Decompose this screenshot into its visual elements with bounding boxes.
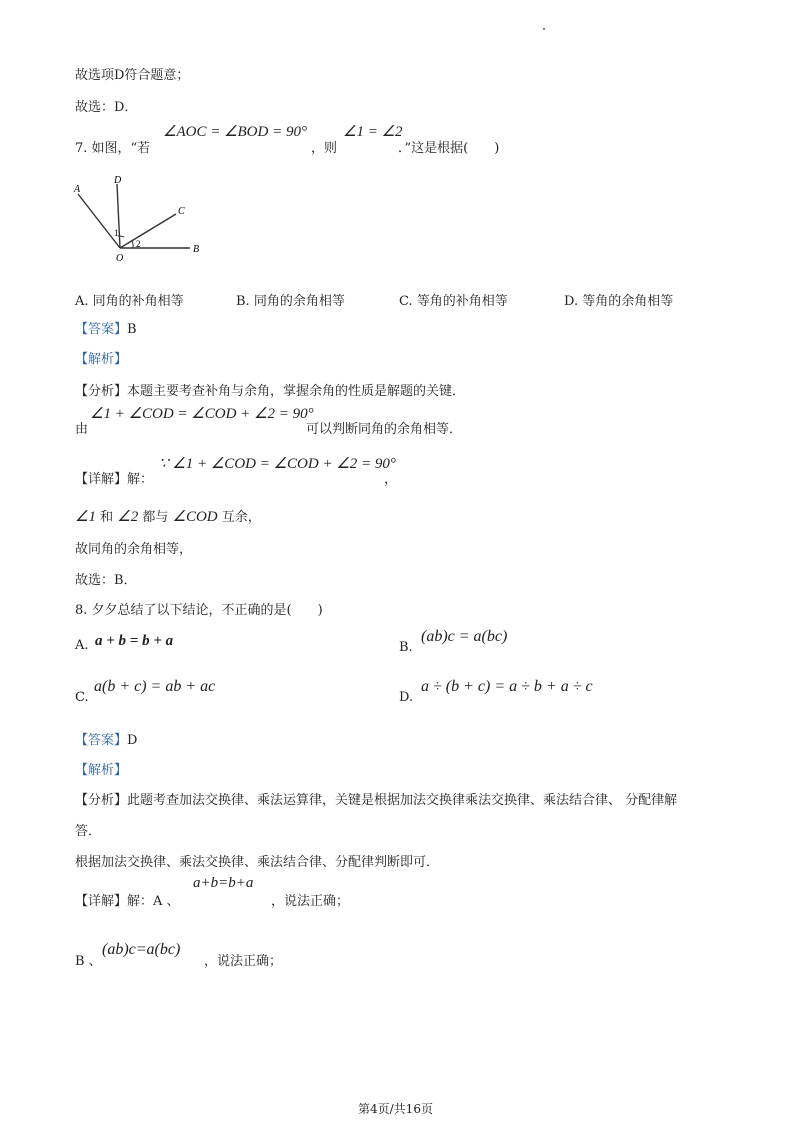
- line-conclusion: 故选项D符合题意；: [75, 68, 190, 83]
- q7-angle-1: ∠1: [75, 509, 96, 525]
- q8-fenxi-cont: 答．: [75, 824, 102, 839]
- q8-option-d-label: D.: [399, 690, 414, 705]
- stray-dot: [543, 28, 545, 30]
- q7-answer-value: B: [127, 322, 137, 337]
- q8-b-math: (ab)c=a(bc): [102, 941, 181, 958]
- q8-b-end: ，说法正确；: [204, 954, 283, 969]
- q8-fenxi-text: 此题考查加法交换律、乘法运算律，关键是根据加法交换律乘法交换律、乘法结合律、 分配律解: [127, 793, 678, 808]
- page-footer: 第4页/共16页: [358, 1102, 433, 1116]
- q7-and: 和: [100, 510, 114, 525]
- label-o: O: [116, 253, 124, 264]
- q7-detail: [75, 468, 153, 487]
- q7-answer-tag: 【答案】: [75, 322, 128, 337]
- q8-option-a: a + b = b + a: [95, 633, 174, 649]
- arc-2: [132, 241, 133, 248]
- q7-detail-tag: 【详解】: [75, 472, 128, 487]
- q7-fenxi-text: 本题主要考查补角与余角，掌握余角的性质是解题的关键．: [127, 384, 466, 399]
- q8-detail-math: a+b=b+a: [193, 875, 254, 891]
- q8-option-c: a(b + c) = ab + ac: [94, 678, 216, 695]
- q7-angle-cod: ∠COD: [172, 509, 218, 525]
- q8-basis: 根据加法交换律、乘法交换律、乘法结合律、分配律判断即可．: [75, 855, 440, 870]
- line-select-d: 故选：D．: [75, 100, 138, 115]
- q7-complement-line: [75, 506, 261, 526]
- q7-stem-start: 7. 如图，“若: [75, 141, 151, 156]
- q7-with: 都与: [142, 510, 169, 525]
- q7-fenxi: [75, 380, 465, 399]
- q8-option-d: a ÷ (b + c) = a ÷ b + a ÷ c: [421, 678, 593, 695]
- angle-figure: [72, 172, 212, 264]
- label-angle-1: 1: [114, 228, 119, 238]
- q8-answer: [75, 729, 137, 748]
- q7-complement: 互余，: [221, 510, 261, 525]
- q7-select: 故选：B．: [75, 573, 137, 588]
- q8-option-b-label: B.: [399, 640, 413, 655]
- q7-answer: [75, 318, 137, 337]
- q8-detail-end: ，说法正确；: [271, 894, 350, 909]
- q7-you-math: ∠1 + ∠COD = ∠COD + ∠2 = 90°: [90, 406, 314, 422]
- q7-stem-end: ．”这是根据( ): [398, 141, 500, 156]
- q7-detail-end: ，: [384, 472, 398, 487]
- q7-you-end: 可以判断同角的余角相等．: [306, 422, 463, 437]
- q7-option-b: B. 同角的余角相等: [236, 294, 345, 309]
- q7-angle-2: ∠2: [117, 509, 139, 525]
- ray-oc: [120, 214, 176, 248]
- q8-answer-value: D: [127, 733, 138, 748]
- q7-analysis-heading: 【解析】: [75, 352, 128, 367]
- q7-math-conclusion: ∠1 = ∠2: [343, 124, 403, 140]
- label-b: B: [193, 244, 200, 255]
- q8-detail-text: 解：A 、: [127, 894, 180, 909]
- label-c: C: [178, 206, 185, 217]
- label-a: A: [74, 184, 81, 195]
- label-angle-2: 2: [136, 239, 141, 249]
- q8-option-c-label: C.: [75, 690, 89, 705]
- q8-answer-tag: 【答案】: [75, 733, 128, 748]
- q8-option-a-label: A.: [75, 638, 89, 653]
- q7-detail-text: 解：: [127, 472, 154, 487]
- q8-detail-tag: 【详解】: [75, 894, 128, 909]
- q7-fenxi-tag: 【分析】: [75, 384, 128, 399]
- ray-od: [117, 184, 120, 248]
- q7-option-d: D. 等角的余角相等: [564, 294, 674, 309]
- label-d: D: [114, 175, 122, 186]
- q8-stem: 8. 夕夕总结了以下结论，不正确的是( ): [75, 603, 323, 618]
- q8-option-b: (ab)c = a(bc): [421, 628, 508, 645]
- q8-b-label: B 、: [75, 954, 102, 969]
- ray-oa: [78, 194, 120, 248]
- q7-stem-mid: ，则: [311, 141, 338, 156]
- q7-option-c: C. 等角的补角相等: [399, 294, 508, 309]
- q7-option-a: A. 同角的补角相等: [75, 294, 184, 309]
- q8-fenxi: [75, 789, 677, 808]
- q8-fenxi-tag: 【分析】: [75, 793, 128, 808]
- q8-analysis-heading: 【解析】: [75, 763, 128, 778]
- q8-detail: [75, 890, 180, 909]
- q7-conclusion: 故同角的余角相等，: [75, 542, 193, 557]
- q7-math-condition: ∠AOC = ∠BOD = 90°: [163, 124, 307, 140]
- q7-detail-math: ∵ ∠1 + ∠COD = ∠COD + ∠2 = 90°: [159, 456, 396, 472]
- q7-you-start: 由: [75, 422, 89, 437]
